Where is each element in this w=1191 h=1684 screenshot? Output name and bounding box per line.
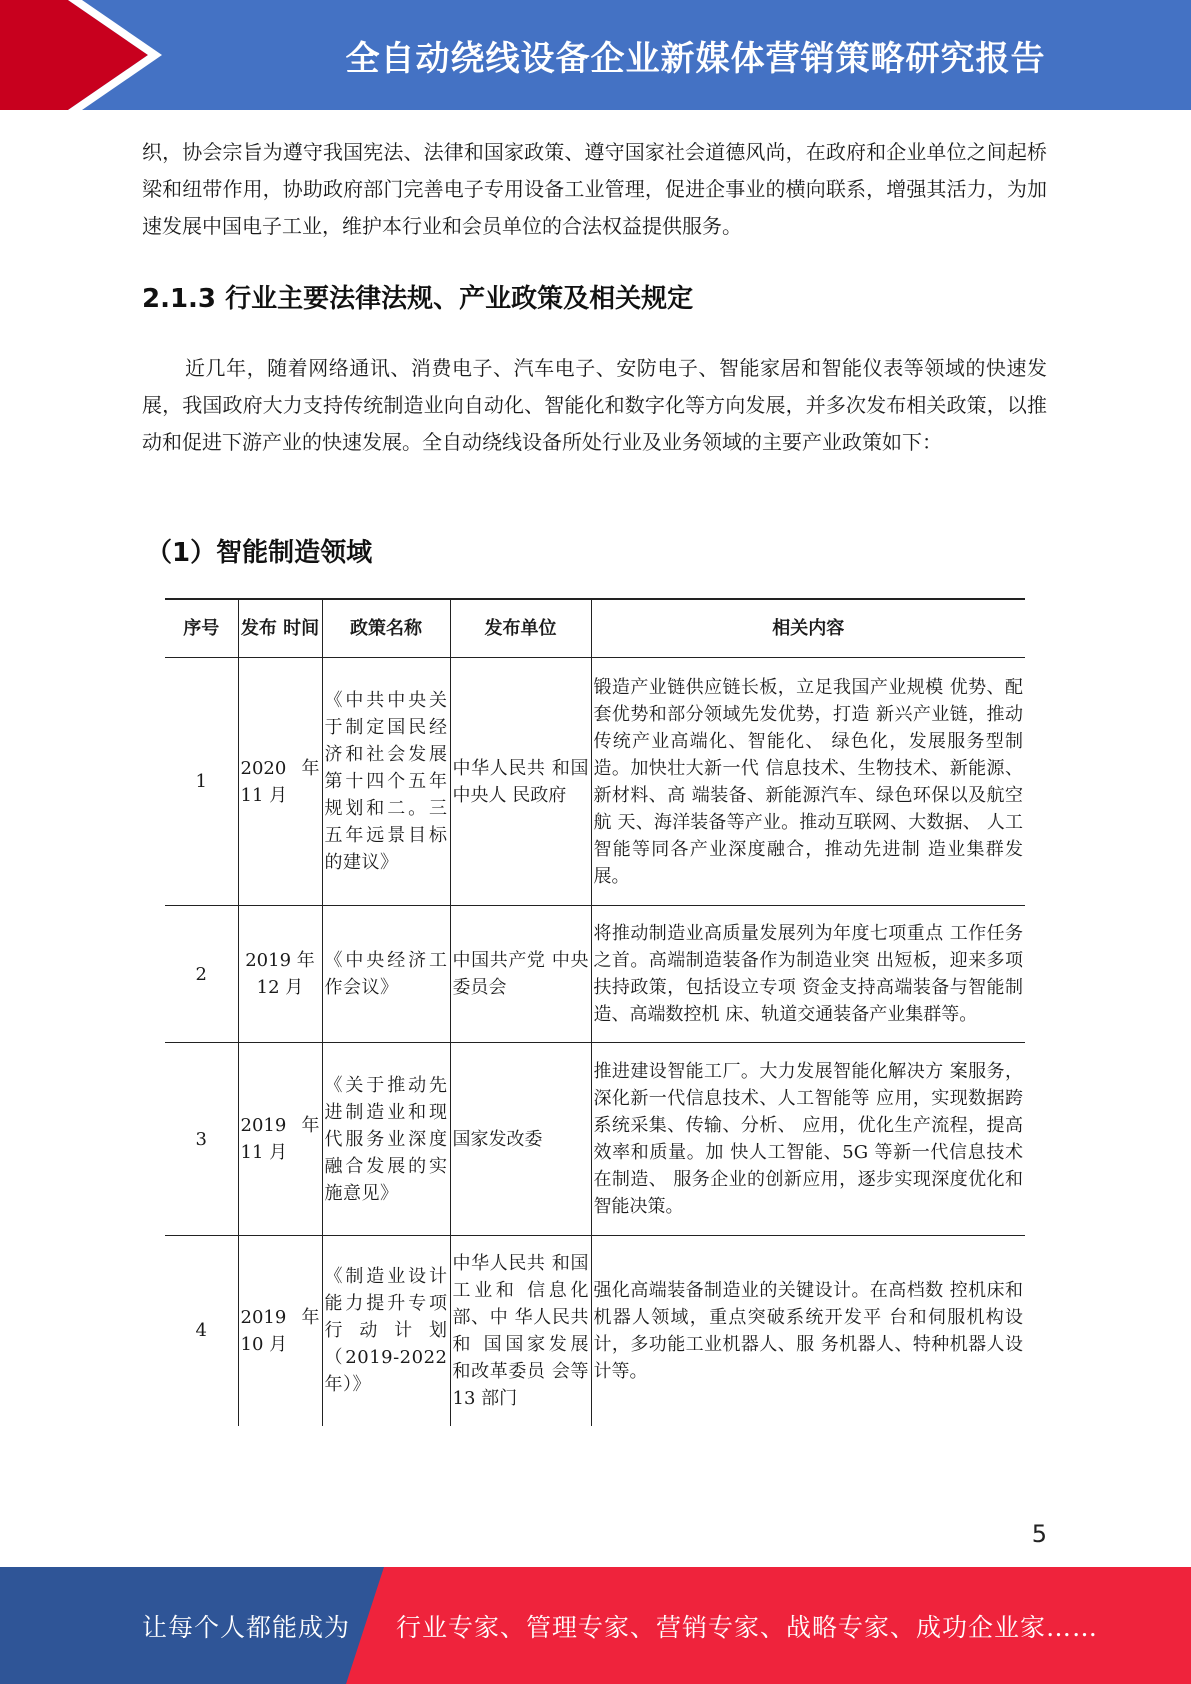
footer-slogan-left: 让每个人都能成为	[142, 1612, 351, 1642]
cell-policy-name: 《中共中央关于制定国民经济和社会发展第十四个五年规划和二。三五年远景目标的建议》	[322, 658, 450, 906]
cell-policy-name: 《制造业设计能力提升专项行动计划（2019-2022 年）》	[322, 1236, 450, 1426]
cell-content: 强化高端装备制造业的关键设计。在高档数 控机床和机器人领域，重点突破系统开发平 台和伺服机构设计，多功能工业机器人、服 务机器人、特种机器人设计等。	[591, 1236, 1025, 1426]
cell-date: 2019 年 11 月	[238, 1043, 322, 1236]
cell-content: 推进建设智能工厂。大力发展智能化解决方 案服务，深化新一代信息技术、人工智能等 应用，实现数据跨系统采集、传输、分析、 应用，优化生产流程，提高效率和质量。加 快人工智能、5G 等新一代信息技术在制造、 服务企业的创新应用，逐步实现深度优化和 智能决策。	[591, 1043, 1025, 1236]
table-row	[165, 1236, 1025, 1426]
cell-no: 1	[165, 658, 238, 906]
policy-table	[165, 598, 1025, 1426]
footer-slogan-right: 行业专家、管理专家、营销专家、战略专家、成功企业家……	[396, 1612, 1099, 1642]
table-row	[165, 658, 1025, 906]
header-banner	[0, 0, 1191, 110]
cell-date: 2019 年 10 月	[238, 1236, 322, 1426]
subsection-heading: （1）智能制造领域	[146, 538, 373, 568]
red-chevron-logo	[0, 0, 200, 110]
header-cell-content: 相关内容	[591, 599, 1025, 658]
cell-policy-name: 《中央经济工作会议》	[322, 906, 450, 1043]
table-row	[165, 906, 1025, 1043]
cell-issuer: 中华人民共 和国中央人 民政府	[450, 658, 591, 906]
page-number: 5	[1031, 1520, 1047, 1548]
header-cell-date: 发布 时间	[238, 599, 322, 658]
intro-paragraph: 织，协会宗旨为遵守我国宪法、法律和国家政策、遵守国家社会道德风尚，在政府和企业单位之间起桥梁和纽带作用，协助政府部门完善电子专用设备工业管理，促进企事业的横向联系，增强其活力，为加速发展中国电子工业，维护本行业和会员单位的合法权益提供服务。	[142, 140, 1047, 238]
table-header-row	[165, 599, 1025, 658]
cell-date: 2020 年 11 月	[238, 658, 322, 906]
table-row	[165, 1043, 1025, 1236]
policy-intro-paragraph: 近几年，随着网络通讯、消费电子、汽车电子、安防电子、智能家居和智能仪表等领域的快速发展，我国政府大力支持传统制造业向自动化、智能化和数字化等方向发展，并多次发布相关政策，以推动和促进下游产业的快速发展。全自动绕线设备所处行业及业务领域的主要产业政策如下：	[142, 356, 1047, 454]
cell-no: 2	[165, 906, 238, 1043]
cell-content: 锻造产业链供应链长板，立足我国产业规模 优势、配套优势和部分领域先发优势，打造 新兴产业链，推动传统产业高端化、智能化、 绿色化，发展服务型制造。加快壮大新一代 信息技术、生物技术、新能源、新材料、高 端装备、新能源汽车、绿色环保以及航空航 天、海洋装备等产业。推动互联网、大数据、 人工智能等同各产业深度融合，推动先进制 造业集群发展。	[591, 658, 1025, 906]
section-heading: 2.1.3 行业主要法律法规、产业政策及相关规定	[142, 284, 694, 314]
report-title: 全自动绕线设备企业新媒体营销策略研究报告	[345, 38, 1046, 79]
cell-policy-name: 《关于推动先进制造业和现代服务业深度融合发展的实施意见》	[322, 1043, 450, 1236]
cell-content: 将推动制造业高质量发展列为年度七项重点 工作任务之首。高端制造装备作为制造业突 出短板，迎来多项扶持政策，包括设立专项 资金支持高端装备与智能制造、高端数控机 床、轨道交通装备产业集群等。	[591, 906, 1025, 1043]
header-cell-name: 政策名称	[322, 599, 450, 658]
header-cell-no: 序号	[165, 599, 238, 658]
cell-issuer: 中国共产党 中央委员会	[450, 906, 591, 1043]
header-cell-unit: 发布单位	[450, 599, 591, 658]
footer-banner	[0, 1567, 1191, 1684]
cell-no: 4	[165, 1236, 238, 1426]
cell-date: 2019 年 12 月	[238, 906, 322, 1043]
cell-issuer: 国家发改委	[450, 1043, 591, 1236]
cell-issuer: 中华人民共 和国工业和 信息化部、中 华人民共和 国国家发展 和改革委员 会等 13 部门	[450, 1236, 591, 1426]
cell-no: 3	[165, 1043, 238, 1236]
